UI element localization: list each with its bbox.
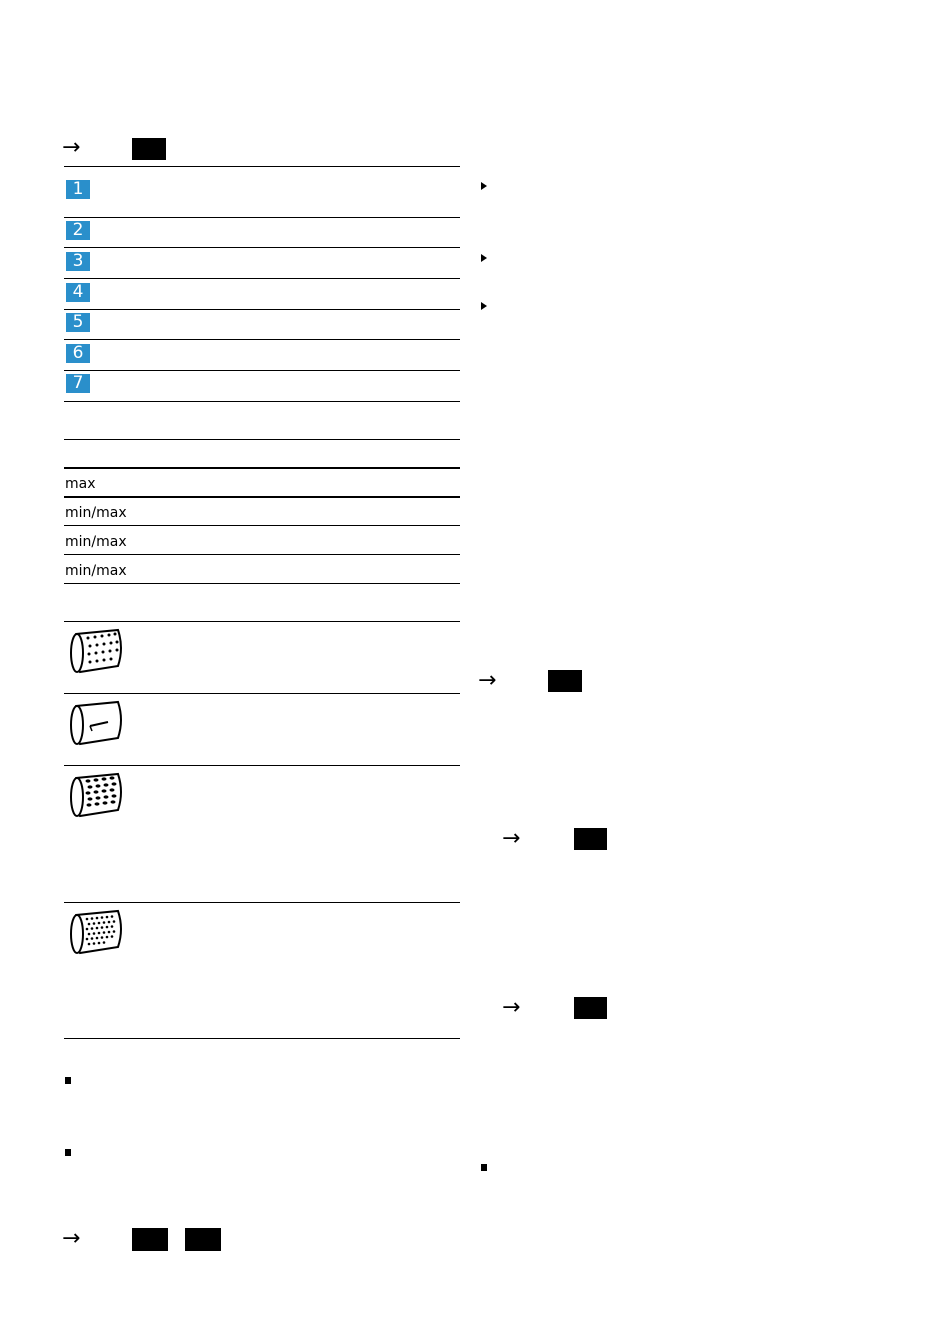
table-rule xyxy=(64,467,460,469)
fine-grater-drum-icon xyxy=(68,772,124,818)
item-number-badge: 6 xyxy=(66,344,90,363)
redacted-figure-ref xyxy=(548,670,582,692)
table-rule xyxy=(64,401,460,402)
table-rule xyxy=(64,1038,460,1039)
redacted-figure-ref xyxy=(574,828,607,850)
item-number-badge: 7 xyxy=(66,374,90,393)
medium-grater-drum-icon xyxy=(68,909,124,955)
table-rule xyxy=(64,217,460,218)
table-rule xyxy=(64,765,460,766)
table-rule xyxy=(64,621,460,622)
reference-arrow: → xyxy=(502,995,521,1020)
item-number-badge: 2 xyxy=(66,221,90,240)
slicing-drum-icon xyxy=(68,700,124,746)
step-triangle-icon xyxy=(481,254,487,262)
step-triangle-icon xyxy=(481,302,487,310)
speed-label: min/max xyxy=(65,563,127,579)
table-rule xyxy=(64,554,460,555)
reference-arrow: → xyxy=(478,668,497,693)
redacted-figure-ref xyxy=(574,997,607,1019)
item-number-badge: 3 xyxy=(66,252,90,271)
bullet-square-icon xyxy=(481,1164,487,1171)
table-rule xyxy=(64,166,460,167)
step-triangle-icon xyxy=(481,182,487,190)
table-rule xyxy=(64,439,460,440)
table-rule xyxy=(64,496,460,498)
table-rule xyxy=(64,370,460,371)
bullet-square-icon xyxy=(65,1149,71,1156)
table-rule xyxy=(64,693,460,694)
speed-label: min/max xyxy=(65,534,127,550)
table-rule xyxy=(64,247,460,248)
item-number-badge: 5 xyxy=(66,313,90,332)
speed-label: min/max xyxy=(65,505,127,521)
table-rule xyxy=(64,309,460,310)
table-rule xyxy=(64,339,460,340)
redacted-figure-ref xyxy=(132,1228,168,1251)
item-number-badge: 4 xyxy=(66,283,90,302)
redacted-figure-ref xyxy=(132,138,166,160)
reference-arrow: → xyxy=(62,135,81,160)
bullet-square-icon xyxy=(65,1077,71,1084)
table-rule xyxy=(64,902,460,903)
reference-arrow: → xyxy=(62,1226,81,1251)
speed-label: max xyxy=(65,476,96,492)
reference-arrow: → xyxy=(502,826,521,851)
coarse-grater-drum-icon xyxy=(68,628,124,674)
item-number-badge: 1 xyxy=(66,180,90,199)
redacted-figure-ref xyxy=(185,1228,221,1251)
table-rule xyxy=(64,278,460,279)
table-rule xyxy=(64,525,460,526)
table-rule xyxy=(64,583,460,584)
